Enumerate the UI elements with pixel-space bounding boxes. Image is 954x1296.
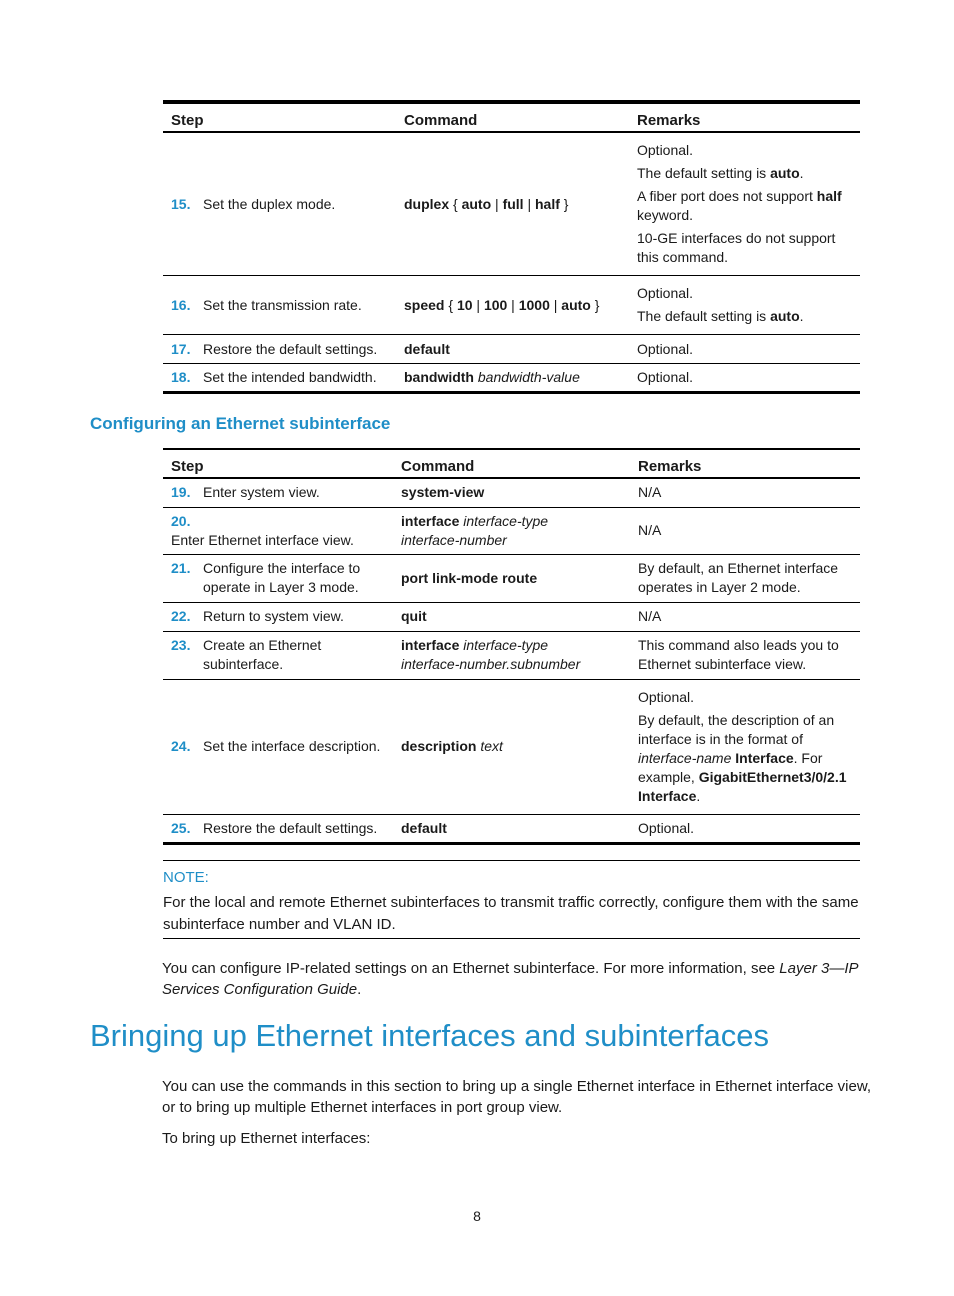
remark-text: . For example, bbox=[638, 749, 823, 785]
step-number: 20. bbox=[171, 512, 191, 529]
main-heading: Bringing up Ethernet interfaces and subinterfaces bbox=[90, 1018, 769, 1053]
step-text: Restore the default settings. bbox=[203, 819, 378, 836]
config-table-1 bbox=[163, 100, 860, 394]
command-keyword: quit bbox=[401, 608, 427, 624]
command-option: half bbox=[535, 195, 560, 212]
remarks-cell: This command also leads you to Ethernet subinterface view. bbox=[630, 631, 860, 679]
remark-line: The default setting is auto. bbox=[637, 165, 804, 181]
remark-italic: interface-name bbox=[638, 749, 732, 766]
table-row bbox=[163, 554, 860, 602]
section-title: Configuring an Ethernet subinterface bbox=[90, 414, 391, 433]
command-brace: } bbox=[559, 195, 569, 212]
step-text: Restore the default settings. bbox=[203, 340, 378, 357]
remark-line: Optional. bbox=[637, 285, 694, 301]
step-cell bbox=[163, 132, 396, 276]
command-brace: } bbox=[590, 296, 600, 313]
remarks-cell: N/A bbox=[630, 507, 860, 554]
command-cell bbox=[396, 276, 629, 335]
remark-bold: GigabitEthernet3/0/2.1 Interface bbox=[638, 768, 847, 804]
remark-line: The default setting is auto. bbox=[637, 308, 804, 324]
paragraph-text: You can configure IP-related settings on an Ethernet subinterface. For more information, see bbox=[162, 960, 780, 977]
table-row bbox=[163, 335, 860, 364]
step-number: 24. bbox=[171, 738, 191, 754]
command-cell bbox=[393, 631, 630, 679]
remarks-cell: By default, an Ethernet interface operates in Layer 2 mode. bbox=[630, 554, 860, 602]
step-number: 16. bbox=[171, 296, 191, 313]
command-cell bbox=[396, 364, 629, 393]
remark-line: 10-GE interfaces do not support this command. bbox=[637, 230, 836, 265]
step-text: Enter Ethernet interface view. bbox=[171, 531, 354, 548]
step-text: Set the duplex mode. bbox=[203, 195, 336, 212]
command-cell bbox=[393, 554, 630, 602]
step-cell bbox=[163, 364, 396, 393]
command-sep: | bbox=[491, 195, 503, 212]
command-cell bbox=[393, 478, 630, 507]
step-cell bbox=[163, 631, 393, 679]
remark-line bbox=[638, 711, 852, 806]
command-keyword: interface bbox=[401, 637, 460, 653]
command-argument: interface-number bbox=[401, 531, 507, 548]
remark-text: . bbox=[696, 787, 701, 804]
command-brace: { bbox=[444, 296, 457, 313]
note-text: For the local and remote Ethernet subinterfaces to transmit traffic correctly, configure them with the same subinterface number and VLAN ID. bbox=[163, 894, 859, 933]
command-argument: interface-type bbox=[463, 512, 549, 529]
step-text: Configure the interface to operate in Layer 3 mode. bbox=[203, 560, 361, 595]
note-label: NOTE: bbox=[163, 869, 209, 886]
page-number: 8 bbox=[473, 1208, 481, 1224]
step-number: 17. bbox=[171, 340, 191, 357]
command-keyword: description bbox=[401, 738, 477, 754]
table-row bbox=[163, 507, 860, 554]
command-option: 100 bbox=[483, 296, 508, 313]
remarks-cell bbox=[629, 276, 860, 335]
table-row bbox=[163, 364, 860, 393]
table-row bbox=[163, 679, 860, 814]
step-cell bbox=[163, 602, 393, 631]
command-sep: | bbox=[523, 195, 535, 212]
table-row bbox=[163, 631, 860, 679]
step-number: 18. bbox=[171, 369, 191, 385]
paragraph bbox=[162, 958, 872, 1000]
step-number: 21. bbox=[171, 560, 191, 576]
step-cell bbox=[163, 814, 393, 843]
step-cell bbox=[163, 276, 396, 335]
command-option: 1000 bbox=[518, 296, 550, 313]
header-step: Step bbox=[163, 102, 396, 132]
step-number: 23. bbox=[171, 637, 191, 653]
header-command: Command bbox=[393, 449, 630, 478]
command-sep: | bbox=[472, 296, 484, 313]
command-keyword: port link-mode route bbox=[401, 569, 538, 586]
step-text: Set the transmission rate. bbox=[203, 296, 362, 313]
step-number: 22. bbox=[171, 608, 191, 624]
command-cell bbox=[393, 679, 630, 814]
paragraph: To bring up Ethernet interfaces: bbox=[162, 1130, 371, 1147]
step-number: 19. bbox=[171, 484, 191, 501]
paragraph-end: . bbox=[357, 981, 362, 998]
remarks-cell: N/A bbox=[630, 602, 860, 631]
command-keyword: default bbox=[404, 340, 450, 357]
command-option: 10 bbox=[456, 296, 473, 313]
step-text: Return to system view. bbox=[203, 608, 344, 624]
step-cell bbox=[163, 554, 393, 602]
table-row bbox=[163, 814, 860, 843]
command-cell bbox=[393, 814, 630, 843]
step-cell bbox=[163, 507, 393, 554]
step-number: 15. bbox=[171, 195, 191, 212]
remark-bold: Interface bbox=[735, 749, 794, 766]
command-keyword: default bbox=[401, 819, 447, 836]
command-argument: interface-number.subnumber bbox=[401, 656, 581, 672]
command-argument: bandwidth-value bbox=[477, 369, 580, 385]
command-keyword: duplex bbox=[404, 195, 450, 212]
step-cell bbox=[163, 679, 393, 814]
table-row bbox=[163, 602, 860, 631]
paragraph: You can use the commands in this section to bring up a single Ethernet interface in Ethernet interface view, or to bring up multiple Ethernet interfaces in port group view. bbox=[162, 1078, 872, 1116]
remark-line: Optional. bbox=[638, 688, 695, 705]
config-table-2 bbox=[163, 448, 860, 845]
command-brace: { bbox=[449, 195, 462, 212]
note-box bbox=[163, 860, 860, 939]
remark-line: A fiber port does not support half keyword. bbox=[637, 188, 842, 223]
command-option: auto bbox=[561, 296, 591, 313]
step-text: Create an Ethernet subinterface. bbox=[203, 637, 322, 672]
table-header-row bbox=[163, 102, 860, 132]
table-header-row bbox=[163, 449, 860, 478]
header-step: Step bbox=[163, 449, 393, 478]
command-sep: | bbox=[549, 296, 562, 313]
table-row bbox=[163, 478, 860, 507]
step-cell bbox=[163, 478, 393, 507]
command-cell bbox=[393, 507, 630, 554]
remarks-cell: N/A bbox=[630, 478, 860, 507]
table-row bbox=[163, 276, 860, 335]
command-argument: interface-type bbox=[463, 637, 549, 653]
command-keyword: bandwidth bbox=[404, 369, 474, 385]
remarks-cell: Optional. bbox=[629, 364, 860, 393]
remarks-cell bbox=[630, 679, 860, 814]
remarks-cell: Optional. bbox=[630, 814, 860, 843]
header-remarks: Remarks bbox=[629, 102, 860, 132]
step-number: 25. bbox=[171, 819, 191, 836]
remarks-cell bbox=[629, 132, 860, 276]
table-row bbox=[163, 132, 860, 276]
command-keyword: interface bbox=[401, 512, 460, 529]
remark-line: Optional. bbox=[637, 142, 694, 158]
command-option: full bbox=[502, 195, 524, 212]
command-cell bbox=[396, 335, 629, 364]
guide-reference: Layer 3—IP Services Configuration Guide bbox=[162, 960, 858, 998]
command-keyword: speed bbox=[404, 296, 445, 313]
command-cell bbox=[396, 132, 629, 276]
step-text: Set the interface description. bbox=[203, 738, 381, 754]
command-keyword: system-view bbox=[401, 484, 485, 501]
step-text: Enter system view. bbox=[203, 484, 320, 501]
header-remarks: Remarks bbox=[630, 449, 860, 478]
command-sep: | bbox=[507, 296, 519, 313]
command-cell bbox=[393, 602, 630, 631]
command-argument: text bbox=[480, 738, 503, 754]
remarks-cell: Optional. bbox=[629, 335, 860, 364]
command-option: auto bbox=[461, 195, 492, 212]
remark-text: By default, the description of an interface is in the format of bbox=[638, 711, 835, 747]
step-text: Set the intended bandwidth. bbox=[203, 369, 377, 385]
header-command: Command bbox=[396, 102, 629, 132]
step-cell bbox=[163, 335, 396, 364]
